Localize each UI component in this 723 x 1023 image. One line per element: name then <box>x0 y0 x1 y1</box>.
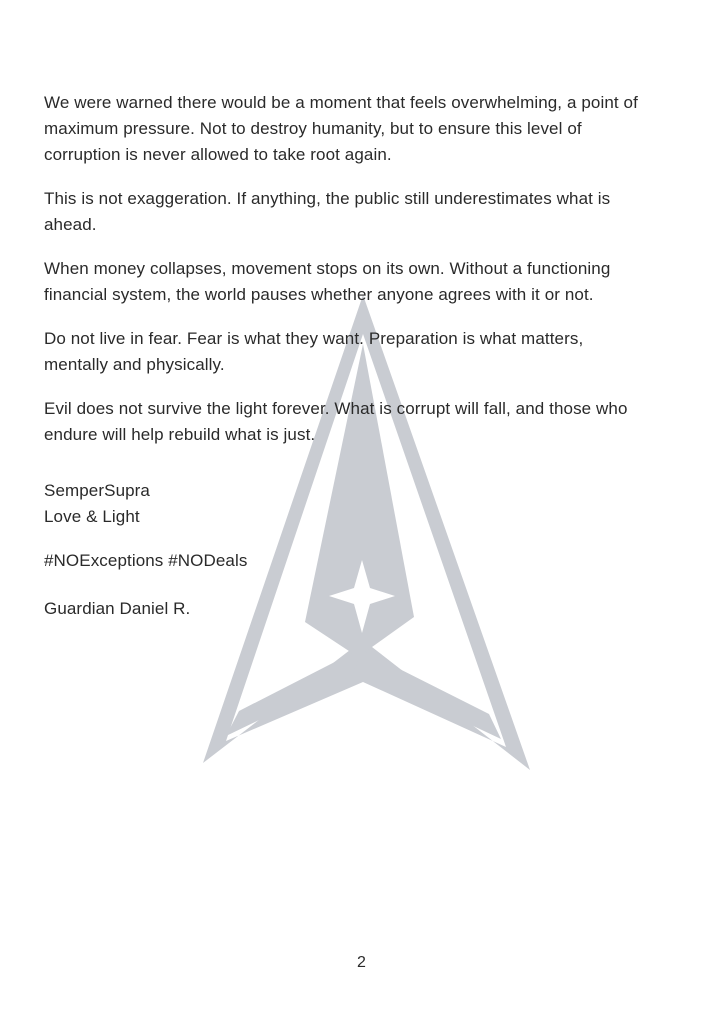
paragraph-line: We were warned there would be a moment that feels overwhelming, a point of <box>44 93 638 112</box>
paragraph-line: corruption is never allowed to take root again. <box>44 145 392 164</box>
paragraph <box>44 186 683 238</box>
paragraph-line: endure will help rebuild what is just. <box>44 425 316 444</box>
paragraph-line: financial system, the world pauses whether anyone agrees with it or not. <box>44 285 594 304</box>
paragraph-line: When money collapses, movement stops on its own. Without a functioning <box>44 259 611 278</box>
page-number: 2 <box>357 954 366 971</box>
signature-motto <box>44 478 683 530</box>
paragraph-line: This is not exaggeration. If anything, the public still underestimates what is <box>44 189 611 208</box>
motto-line: Love & Light <box>44 507 140 526</box>
paragraph-line: ahead. <box>44 215 97 234</box>
signoff-line: Guardian Daniel R. <box>44 599 191 618</box>
hashtags-line: #NOExceptions #NODeals <box>44 551 248 570</box>
paragraph <box>44 396 683 448</box>
motto-line: SemperSupra <box>44 481 150 500</box>
paragraph-line: mentally and physically. <box>44 355 225 374</box>
signature-hashtags <box>44 548 683 574</box>
paragraph-line: Evil does not survive the light forever. What is corrupt will fall, and those who <box>44 399 628 418</box>
signature-signoff <box>44 596 683 622</box>
paragraph-line: Do not live in fear. Fear is what they want. Preparation is what matters, <box>44 329 584 348</box>
paragraph <box>44 90 683 168</box>
paragraph-line: maximum pressure. Not to destroy humanity, but to ensure this level of <box>44 119 582 138</box>
paragraph <box>44 256 683 308</box>
paragraph <box>44 326 683 378</box>
